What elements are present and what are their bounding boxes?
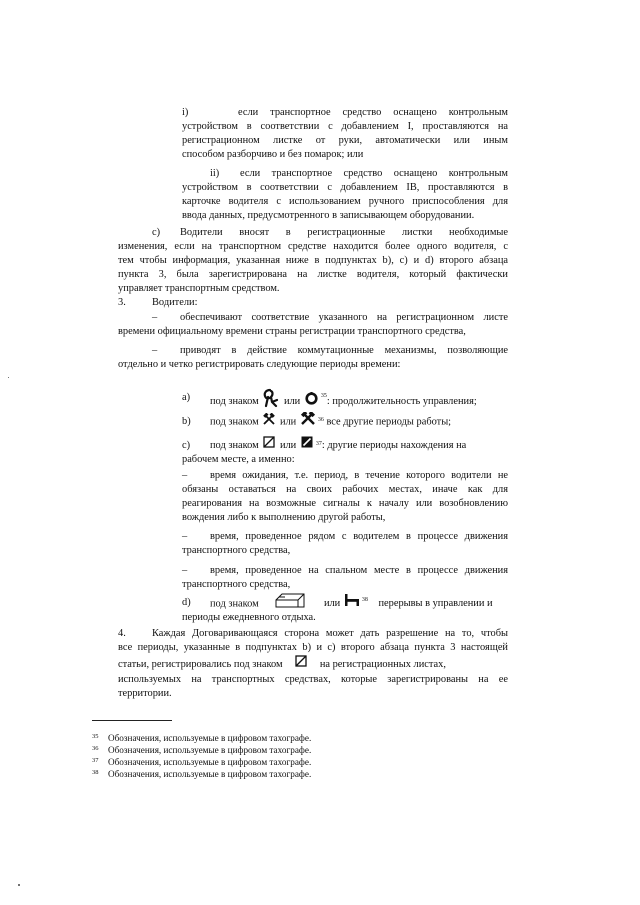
item-c-label: c): [152, 227, 161, 238]
wheel-ring-icon: [305, 392, 318, 412]
footnote-38-text: Обозначения, используемые в цифровом тахографе.: [108, 769, 312, 779]
sub-c-dash-3-first: время, проведенное на спальном месте в процессе движения: [210, 565, 508, 576]
item-i-line-0: если транспортное средство оснащено контрольным: [238, 107, 508, 118]
footnote-ref-37: 37: [315, 441, 322, 447]
sub-c-line-0: рабочем месте, а именно:: [182, 454, 295, 465]
sub-d-line-0: периоды ежедневного отдыха.: [182, 612, 316, 623]
item-c-line-1: тем чтобы информация, указанная ниже в подпунктах b), c) и d) второго абзаца: [118, 255, 508, 266]
dash-1-marker: –: [152, 312, 158, 323]
footnote-36-number: 36: [92, 745, 99, 752]
footnote-ref-38: 38: [361, 597, 368, 603]
sub-c-dash-1-line-0: обязаны оставаться на своих рабочих местах, иначе как для: [182, 484, 508, 495]
sub-c-dash-3-line-0: транспортного средства,: [182, 579, 291, 590]
sub-b-or: или: [279, 416, 297, 428]
item-ii-line-1: устройством в соответствии с добавлением IB, проставляются в: [182, 182, 508, 193]
crossed-hammers-icon: [263, 413, 275, 432]
section-4-line-3-pre: статьи, регистрировались под знаком: [118, 658, 283, 670]
item-c-line-3: управляет транспортным средством.: [118, 283, 280, 294]
section-4-number: 4.: [118, 628, 126, 639]
sub-a-post: : продолжительность управления;: [326, 395, 477, 407]
item-c-first: Водители вносят в регистрационные листки необходимые: [180, 227, 508, 238]
scan-speck: [18, 884, 20, 886]
sub-c-dash-2-line-0: транспортного средства,: [182, 545, 291, 556]
dash-1-first: обеспечивают соответствие указанного на регистрационном листе: [180, 312, 508, 323]
steering-wheel-icon: [263, 388, 279, 415]
sub-b-post: все другие периоды работы;: [323, 416, 452, 428]
sub-c-dash-2-marker: –: [182, 531, 188, 542]
crossed-hammers-digital-icon: [301, 412, 315, 432]
sub-c-pre: под знаком: [210, 439, 259, 451]
sub-d-or: или: [323, 598, 341, 610]
section-3-number: 3.: [118, 297, 126, 308]
sub-d-label: d): [182, 597, 191, 608]
sub-c-dash-1-line-2: вождения либо к выполнению другой работы,: [182, 512, 386, 523]
sub-a-text: [210, 388, 477, 415]
item-c-line-0: изменения, если на транспортном средстве находится более одного водителя, с: [118, 241, 508, 252]
sub-d-pre: под знаком: [210, 598, 259, 610]
footnote-separator: [92, 720, 172, 721]
sub-d-post: перерывы в управлении и: [378, 598, 493, 610]
sub-c-dash-1-first: время ожидания, т.е. период, в течение которого водители не: [210, 470, 508, 481]
section-4-line-3: [118, 655, 508, 674]
box-diagonal-icon: [295, 655, 307, 674]
sub-c-dash-2-first: время, проведенное рядом с водителем в процессе движения: [210, 531, 508, 542]
sub-b-label: b): [182, 416, 191, 427]
sub-b-text: [210, 412, 451, 432]
sub-a-or: или: [283, 395, 301, 407]
item-c-line-2: пункта 3, была зарегистрирована на листке водителя, который фактически: [118, 269, 508, 280]
section-3-title: Водители:: [152, 297, 198, 308]
item-ii-line-2: карточке водителя с использованием ручного приспособления для: [182, 196, 508, 207]
section-4-line-4: используемых на транспортных средствах, которые зарегистрированы на ее: [118, 674, 508, 685]
sub-c-dash-3-marker: –: [182, 565, 188, 576]
footnote-37-text: Обозначения, используемые в цифровом тахографе.: [108, 757, 312, 767]
sub-c-dash-1-marker: –: [182, 470, 188, 481]
section-4-line-3-post: на регистрационных листах,: [319, 658, 446, 670]
item-ii-line-3: ввода данных, предусмотренного в записывающем оборудовании.: [182, 210, 475, 221]
sub-c-label: c): [182, 440, 191, 451]
footnote-35-number: 35: [92, 733, 99, 740]
sub-a-pre: под знаком: [210, 395, 259, 407]
dash-2-marker: –: [152, 345, 158, 356]
section-4-line-2: все периоды, указанные в подпунктах b) и c) второго абзаца пункта 3 настоящей: [118, 642, 508, 653]
section-4-first: Каждая Договаривающаяся сторона может дать разрешение на то, чтобы: [152, 628, 508, 639]
item-ii-line-0: если транспортное средство оснащено контрольным: [240, 168, 508, 179]
sub-c-dash-1-line-1: реагирования на возможные сигналы к началу или возобновлению: [182, 498, 508, 509]
item-i-label: i): [182, 107, 189, 118]
footnote-36-text: Обозначения, используемые в цифровом тахографе.: [108, 745, 312, 755]
sub-a-label: a): [182, 392, 191, 403]
dash-1-line-0: времени официальному времени страны регистрации транспортного средства,: [118, 326, 466, 337]
sub-c-or: или: [279, 439, 297, 451]
footnote-35-text: Обозначения, используемые в цифровом тахографе.: [108, 733, 312, 743]
item-i-line-2: регистрационном листке от руки, автоматически или иным: [182, 135, 508, 146]
sub-c-post: : другие периоды нахождения на: [321, 439, 467, 451]
scan-speck: [8, 377, 9, 378]
footnote-ref-35: 35: [320, 393, 327, 399]
sub-b-pre: под знаком: [210, 416, 259, 428]
footnote-37-number: 37: [92, 757, 99, 764]
item-ii-label: ii): [210, 168, 220, 179]
dash-2-line-0: отдельно и четко регистрировать следующие периоды времени:: [118, 359, 401, 370]
footnote-ref-36: 36: [317, 417, 324, 423]
section-4-line-5: территории.: [118, 688, 172, 699]
item-i-line-3: способом разборчиво и без помарок; или: [182, 149, 364, 160]
footnote-38-number: 38: [92, 769, 99, 776]
dash-2-first: приводят в действие коммутационные механизмы, позволяющие: [180, 345, 508, 356]
item-i-line-1: устройством в соответствии с добавлением I, проставляются на: [182, 121, 508, 132]
